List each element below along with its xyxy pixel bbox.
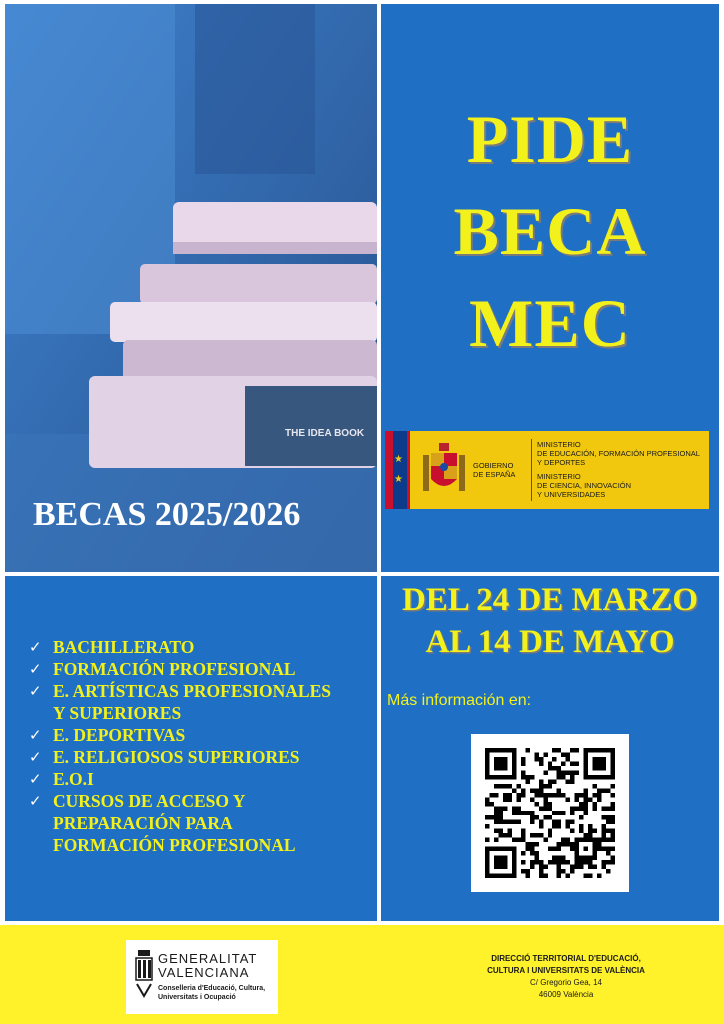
ministry-education-line: DE EDUCACIÓN, FORMACIÓN PROFESIONAL: [537, 449, 700, 458]
gobierno-espana-banner: [385, 431, 709, 509]
list-item-continuation: [29, 702, 331, 724]
list-item-label: BACHILLERATO: [53, 637, 195, 657]
ministry-science: [537, 472, 707, 499]
eu-star-icon: ★: [394, 454, 403, 465]
books-photo-panel: [5, 4, 377, 572]
checkmark-icon: ✓: [29, 638, 42, 656]
qr-code-icon: [485, 748, 615, 878]
list-item-label: Y SUPERIORES: [53, 703, 182, 723]
coat-of-arms-icon: [421, 441, 467, 499]
title-panel: [381, 4, 719, 572]
list-item-label: E. RELIGIOSOS SUPERIORES: [53, 747, 300, 767]
generalitat-name-line-1: GENERALITAT: [158, 951, 258, 966]
flag-strip: [385, 431, 393, 509]
eu-strip: [393, 431, 407, 509]
gobierno-label: [473, 461, 523, 479]
list-item-continuation: [29, 812, 331, 834]
generalitat-name: [158, 952, 257, 980]
studies-list: [29, 636, 331, 856]
footer: [0, 925, 724, 1024]
dates-panel: [381, 576, 719, 921]
generalitat-emblem-icon: [134, 948, 154, 1002]
books-photo: [5, 4, 377, 572]
checkmark-icon: ✓: [29, 770, 42, 788]
ministry-education-line: Y DEPORTES: [537, 458, 586, 467]
list-item: [29, 658, 331, 680]
dates-line-1: DEL 24 DE MARZO: [401, 582, 699, 618]
checkmark-icon: ✓: [29, 682, 42, 700]
list-item-label: PREPARACIÓN PARA: [53, 813, 233, 833]
title-line-1: PIDE: [466, 101, 634, 177]
becas-year-label: BECAS 2025/2026: [33, 496, 301, 533]
list-item: [29, 636, 331, 658]
ministry-science-line: MINISTERIO: [537, 472, 581, 481]
generalitat-name-line-2: VALENCIANA: [158, 965, 250, 980]
list-item-label: CURSOS DE ACCESO Y: [53, 791, 246, 811]
list-item-label: FORMACIÓN PROFESIONAL: [53, 659, 296, 679]
gobierno-line-2: DE ESPAÑA: [473, 470, 516, 479]
flag-strip-edge: [407, 431, 410, 509]
street-address: C/ Gregorio Gea, 14: [529, 978, 603, 987]
conselleria-name: [158, 984, 276, 1002]
gobierno-line-1: GOBIERNO: [473, 461, 514, 470]
title-line-3: MEC: [469, 285, 631, 361]
list-item-label: E.O.I: [53, 769, 94, 789]
list-item: [29, 790, 331, 812]
direccio-line-1: DIRECCIÓ TERRITORIAL D'EDUCACIÓ,: [491, 954, 641, 963]
list-item: [29, 724, 331, 746]
checkmark-icon: ✓: [29, 660, 42, 678]
postcode-city: 46009 València: [538, 990, 594, 999]
ministry-science-line: DE CIENCIA, INNOVACIÓN: [537, 481, 632, 490]
checkmark-icon: ✓: [29, 726, 42, 744]
title-line-2: BECA: [453, 193, 647, 269]
list-item-label: FORMACIÓN PROFESIONAL: [53, 835, 296, 855]
list-item: [29, 746, 331, 768]
book-spine-text: THE IDEA BOOK: [285, 428, 365, 439]
checkmark-icon: ✓: [29, 748, 42, 766]
studies-list-panel: [5, 576, 377, 921]
list-item: [29, 680, 331, 702]
ministry-education-line: MINISTERIO: [537, 440, 581, 449]
generalitat-logo-card: [126, 940, 278, 1014]
conselleria-line-2: Universitats i Ocupació: [158, 994, 236, 1001]
ministry-science-line: Y UNIVERSIDADES: [537, 490, 606, 499]
list-item-label: E. ARTÍSTICAS PROFESIONALES: [53, 681, 332, 701]
list-item: [29, 768, 331, 790]
list-item-continuation: [29, 834, 331, 856]
conselleria-line-1: Conselleria d'Educació, Cultura,: [158, 985, 266, 992]
direccio-territorial-address: [466, 953, 666, 1001]
banner-divider: [531, 439, 532, 501]
checkmark-icon: ✓: [29, 792, 42, 810]
list-item-label: E. DEPORTIVAS: [53, 725, 186, 745]
qr-code[interactable]: [471, 734, 629, 892]
direccio-line-2: CULTURA I UNIVERSITATS DE VALÈNCIA: [487, 966, 645, 975]
eu-star-icon: ★: [394, 474, 403, 485]
ministry-education: [537, 440, 707, 467]
more-info-label: Más información en:: [387, 692, 532, 709]
dates-line-2: AL 14 DE MAYO: [425, 624, 675, 660]
